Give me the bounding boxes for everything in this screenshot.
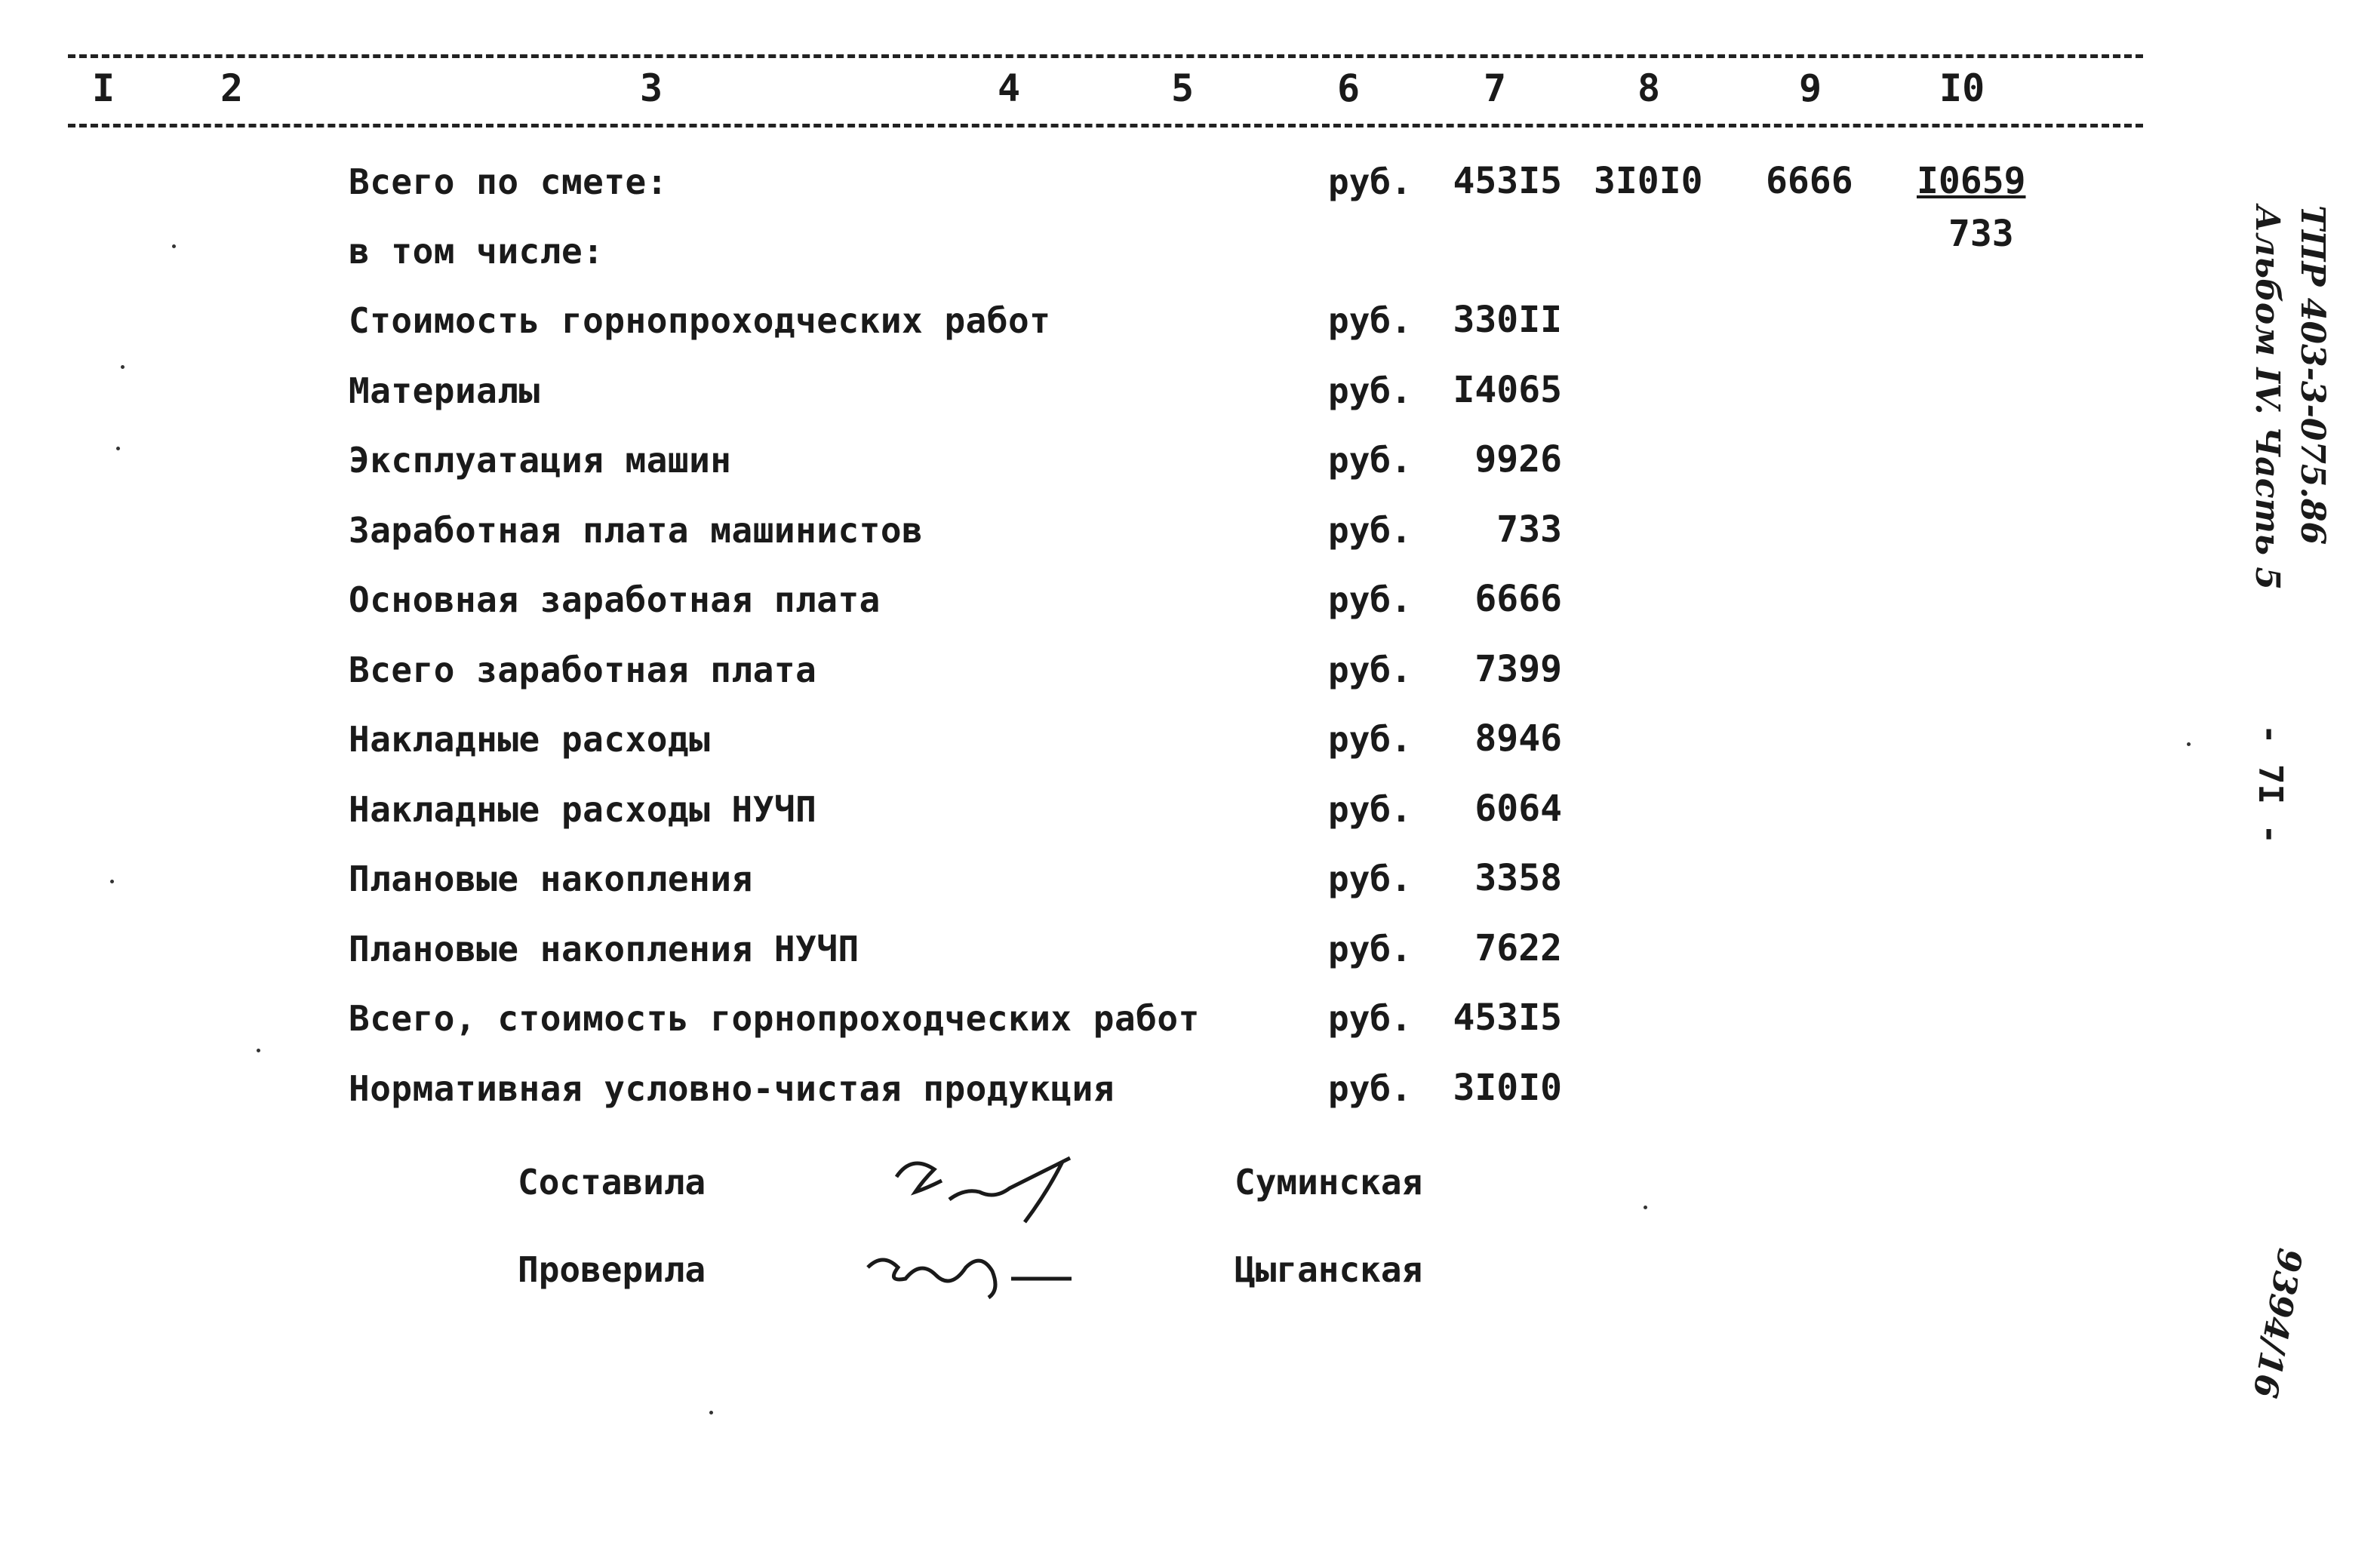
col-header-5: 5 <box>1171 66 1195 110</box>
row-value: 7622 <box>1474 927 1562 969</box>
row-unit: руб. <box>1328 719 1412 760</box>
row-value: 330II <box>1453 299 1562 341</box>
scan-speck <box>121 365 125 369</box>
row-value: 7399 <box>1474 648 1562 690</box>
row-label: Нормативная условно-чистая продукция <box>349 1068 1115 1109</box>
checked-name: Цыганская <box>1235 1249 1423 1290</box>
compiled-role: Составила <box>518 1162 706 1203</box>
row-value: I4065 <box>1453 369 1562 411</box>
page-number: - 7I - <box>2251 724 2289 844</box>
row-label: Накладные расходы НУЧП <box>349 789 817 830</box>
row-label: Основная заработная плата <box>349 579 881 620</box>
col-header-6: 6 <box>1337 66 1361 110</box>
col-header-8: 8 <box>1637 66 1661 110</box>
totals-col8: 3I0I0 <box>1594 160 1703 202</box>
totals-col10-top: I0659 <box>1917 160 2026 202</box>
row-value: 6064 <box>1474 788 1562 830</box>
checked-role: Проверила <box>518 1249 706 1290</box>
scan-speck <box>709 1411 713 1415</box>
row-value: 6666 <box>1474 578 1562 620</box>
scan-speck <box>110 880 114 883</box>
totals-label: Всего по смете: <box>349 161 668 202</box>
row-value: 3358 <box>1474 857 1562 899</box>
scan-speck <box>172 244 176 248</box>
col-header-7: 7 <box>1484 66 1507 110</box>
row-unit: руб. <box>1328 300 1412 341</box>
col-header-3: 3 <box>640 66 663 110</box>
checker-signature <box>860 1237 1087 1313</box>
album-note: Альбом IV. Часть 5 <box>2248 205 2286 590</box>
row-value: 3I0I0 <box>1453 1067 1562 1109</box>
compiler-signature <box>881 1147 1108 1237</box>
row-label: Всего заработная плата <box>349 650 817 690</box>
row-unit: руб. <box>1328 929 1412 969</box>
row-unit: руб. <box>1328 370 1412 411</box>
row-label: Эксплуатация машин <box>349 440 732 481</box>
compiled-name: Суминская <box>1235 1162 1423 1203</box>
row-label: Накладные расходы <box>349 719 711 760</box>
row-unit: руб. <box>1328 579 1412 620</box>
row-value: 9926 <box>1474 438 1562 481</box>
row-label: Стоимость горнопроходческих работ <box>349 300 1051 341</box>
row-unit: руб. <box>1328 998 1412 1039</box>
col-header-9: 9 <box>1799 66 1822 110</box>
header-top-rule <box>68 54 2143 58</box>
doc-code-note: ТПР 403-3-075.86 <box>2293 205 2332 545</box>
col-header-2: 2 <box>220 66 244 110</box>
subheading: в том числе: <box>349 231 604 272</box>
row-value: 8946 <box>1474 717 1562 760</box>
row-unit: руб. <box>1328 859 1412 899</box>
totals-unit: руб. <box>1328 161 1412 202</box>
row-label: Плановые накопления НУЧП <box>349 929 859 969</box>
row-label: Материалы <box>349 370 540 411</box>
row-unit: руб. <box>1328 1068 1412 1109</box>
col-header-4: 4 <box>998 66 1021 110</box>
scan-speck <box>257 1049 260 1052</box>
row-value: 733 <box>1496 508 1562 551</box>
row-unit: руб. <box>1328 650 1412 690</box>
totals-col10-bottom: 733 <box>1948 213 2014 255</box>
col-header-10: I0 <box>1939 66 1985 110</box>
archive-stamp-number: 9394/16 <box>2245 1246 2309 1401</box>
scan-speck <box>1644 1206 1647 1209</box>
row-label: Всего, стоимость горнопроходческих работ <box>349 998 1200 1039</box>
scan-speck <box>2187 742 2191 746</box>
row-unit: руб. <box>1328 440 1412 481</box>
row-label: Заработная плата машинистов <box>349 510 924 551</box>
col-header-1: I <box>92 66 115 110</box>
row-unit: руб. <box>1328 510 1412 551</box>
scan-speck <box>116 447 120 450</box>
row-unit: руб. <box>1328 789 1412 830</box>
row-label: Плановые накопления <box>349 859 753 899</box>
totals-col9: 6666 <box>1766 160 1853 202</box>
row-value: 453I5 <box>1453 997 1562 1039</box>
header-bottom-rule <box>68 124 2143 127</box>
totals-col7: 453I5 <box>1453 160 1562 202</box>
